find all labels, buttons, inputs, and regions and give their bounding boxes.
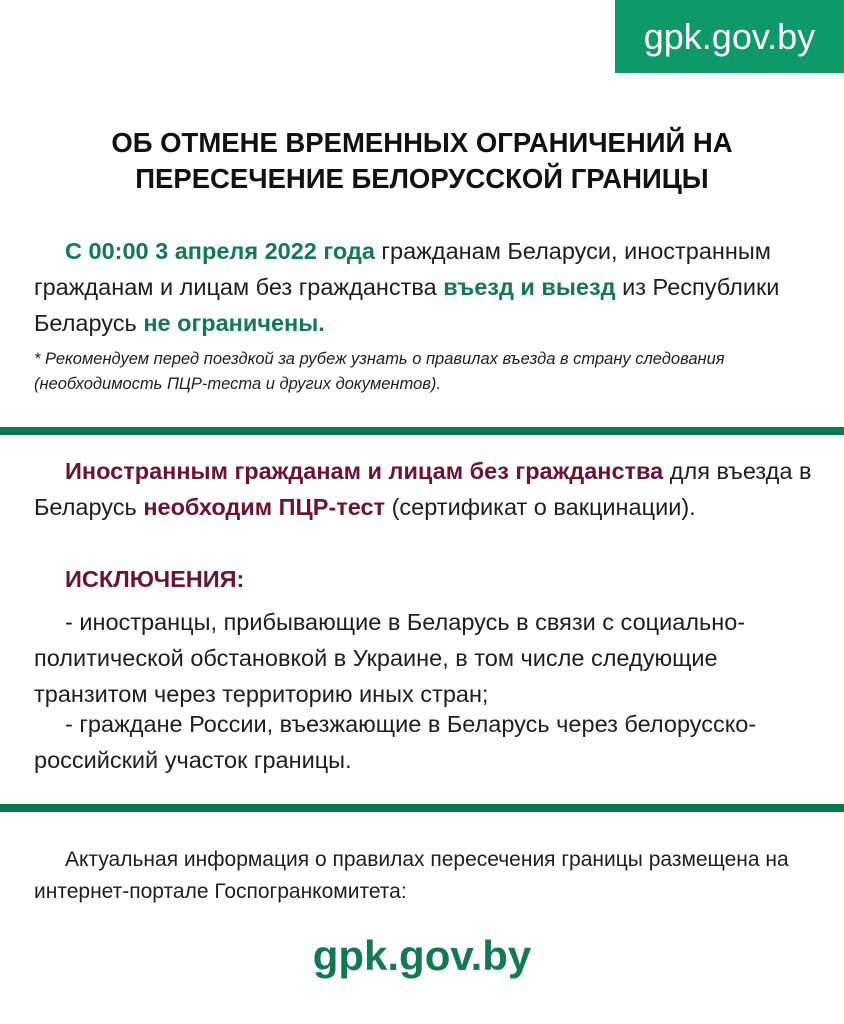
section-divider	[0, 427, 844, 435]
travel-note: * Рекомендуем перед поездкой за рубеж узнать о правилах въезда в страну следования (необходимость ПЦР-теста и других документов).	[34, 350, 725, 393]
footer-text: Актуальная информация о правилах пересечения границы размещена на интернет-портале Госпогранкомитета:	[34, 848, 789, 903]
exceptions-label: ИСКЛЮЧЕНИЯ:	[65, 566, 245, 592]
pcr-test-highlight: необходим ПЦР-тест	[143, 494, 386, 520]
entry-exit-highlight: въезд и выезд	[443, 274, 616, 300]
exceptions-heading	[34, 561, 824, 597]
foreigners-highlight: Иностранным гражданам и лицам без гражданства	[65, 458, 664, 484]
exception-item	[34, 706, 824, 778]
intro-text-1: гражданам Беларуси, иностранным гражданам и лицам без гражданства	[34, 238, 771, 300]
section-divider	[0, 804, 844, 812]
site-badge[interactable]: gpk.gov.by	[615, 0, 844, 73]
intro-paragraph	[34, 233, 824, 341]
footer-link[interactable]: gpk.gov.by	[312, 932, 532, 979]
foreigners-paragraph	[34, 453, 824, 525]
foreigners-text-2: (сертификат о вакцинации).	[385, 494, 696, 520]
exception-item	[34, 604, 824, 712]
exception-item-text: - иностранцы, прибывающие в Беларусь в связи с социально-политической обстановкой в Украине, в том числе следующие транзитом через территорию иных стран;	[34, 609, 746, 707]
effective-date: С 00:00 3 апреля 2022 года	[65, 238, 375, 264]
not-limited-highlight: не ограничены.	[143, 310, 325, 336]
exception-item-text: - граждане России, въезжающие в Беларусь через белорусско-российский участок границы.	[34, 711, 757, 773]
intro-text-2: из Республики Беларусь	[34, 274, 780, 336]
title-line-2: ПЕРЕСЕЧЕНИЕ БЕЛОРУССКОЙ ГРАНИЦЫ	[135, 163, 709, 194]
foreigners-text-1: для въезда в Беларусь	[34, 458, 812, 520]
page-title	[40, 125, 804, 197]
title-line-1: ОБ ОТМЕНЕ ВРЕМЕННЫХ ОГРАНИЧЕНИЙ НА	[111, 127, 733, 158]
footer-paragraph	[34, 844, 824, 908]
